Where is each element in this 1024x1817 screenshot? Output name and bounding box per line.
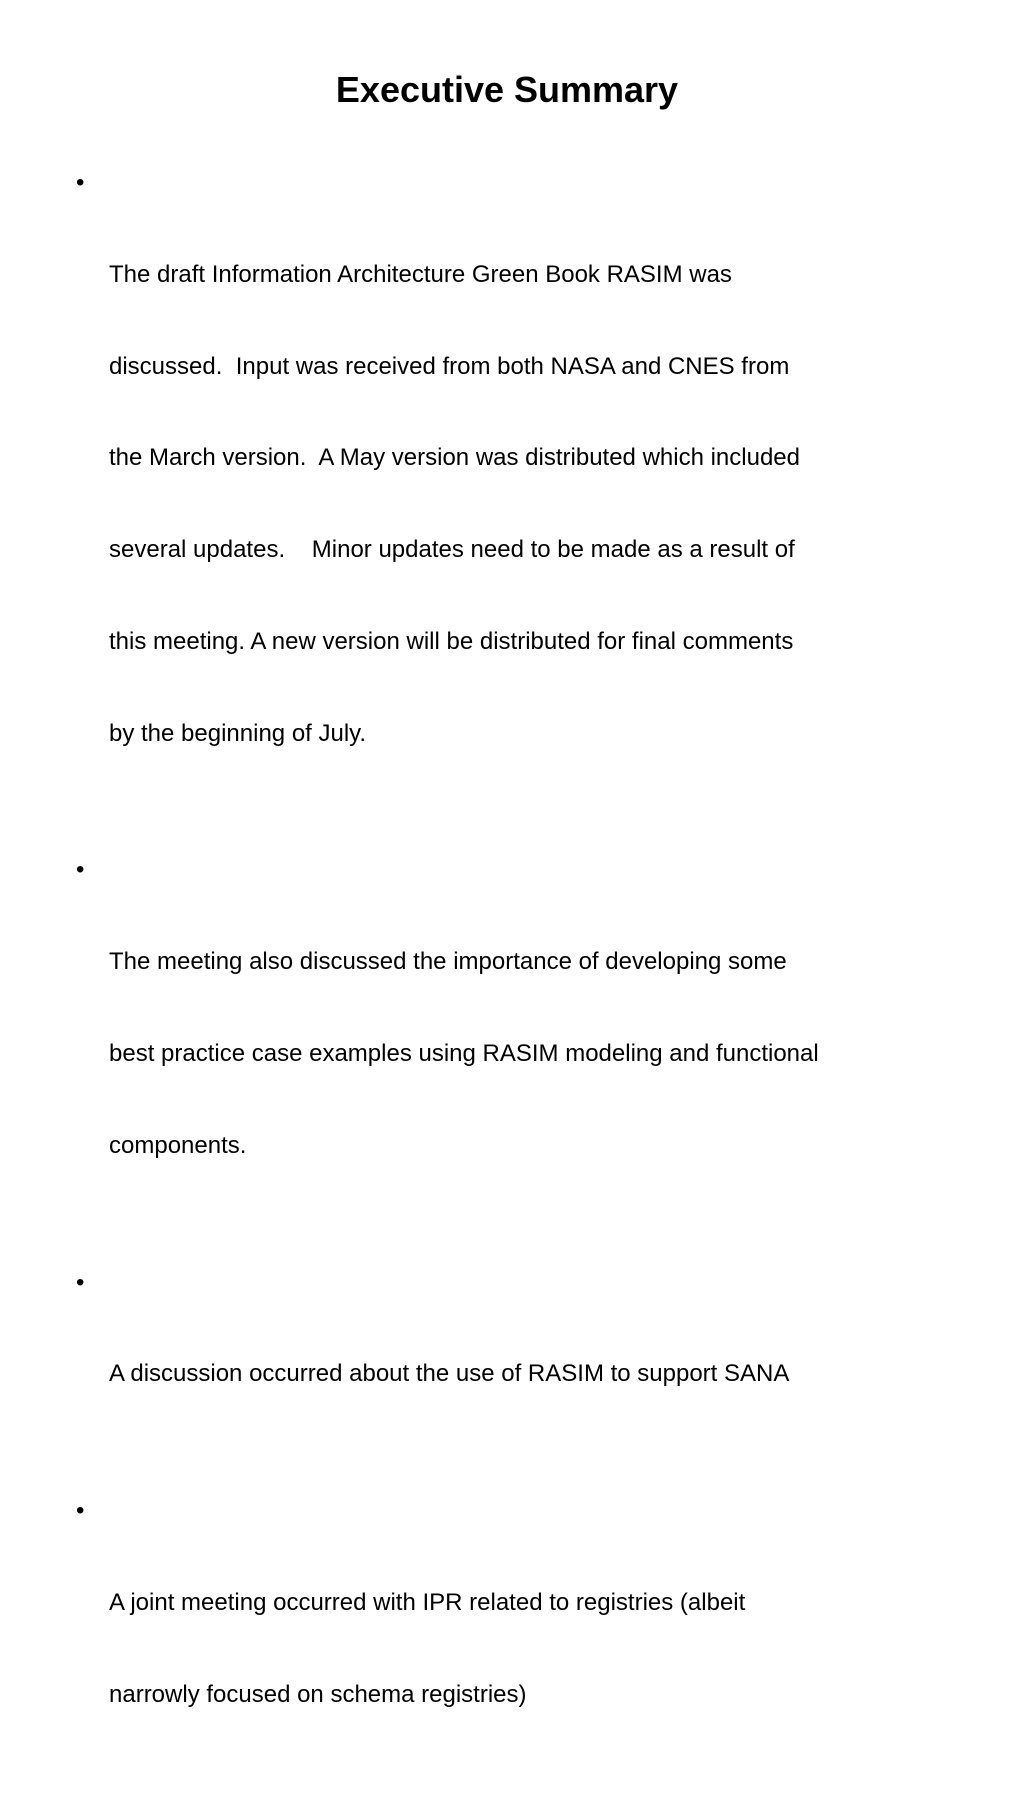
bullet-line: A joint meeting occurred with IPR related to registries (albeit — [109, 1588, 746, 1616]
bullet-line: A discussion occurred about the use of RASIM to support SANA — [109, 1360, 790, 1388]
bullet-marker: • — [76, 856, 85, 884]
bullet-marker: • — [76, 169, 85, 196]
bullet-line: components. — [109, 1131, 247, 1159]
bullet-line: by the beginning of July. — [109, 719, 367, 747]
slide-title: Executive Summary — [335, 69, 679, 110]
bullet-item-3 — [76, 1268, 976, 1452]
bullet-list — [76, 168, 976, 1817]
bullet-marker: • — [76, 1268, 85, 1296]
bullet-line: several updates. Minor updates need to be made as a result of — [109, 536, 795, 564]
bullet-line: narrowly focused on schema registries) — [109, 1680, 527, 1708]
bullet-line: the March version. A May version was distributed which included — [109, 444, 800, 472]
bullet-item-1 — [76, 168, 976, 810]
bullet-line: discussed. Input was received from both NASA and CNES from — [109, 352, 790, 380]
bullet-marker: • — [76, 1497, 85, 1525]
bullet-line: this meeting. A new version will be distributed for final comments — [109, 627, 794, 655]
bullet-line: The meeting also discussed the importance of developing some — [109, 948, 787, 976]
bullet-item-4 — [76, 1496, 976, 1771]
bullet-item-2 — [76, 855, 976, 1222]
bullet-line: best practice case examples using RASIM modeling and functional — [109, 1040, 819, 1068]
bullet-line: The draft Information Architecture Green Book RASIM was — [109, 260, 732, 288]
